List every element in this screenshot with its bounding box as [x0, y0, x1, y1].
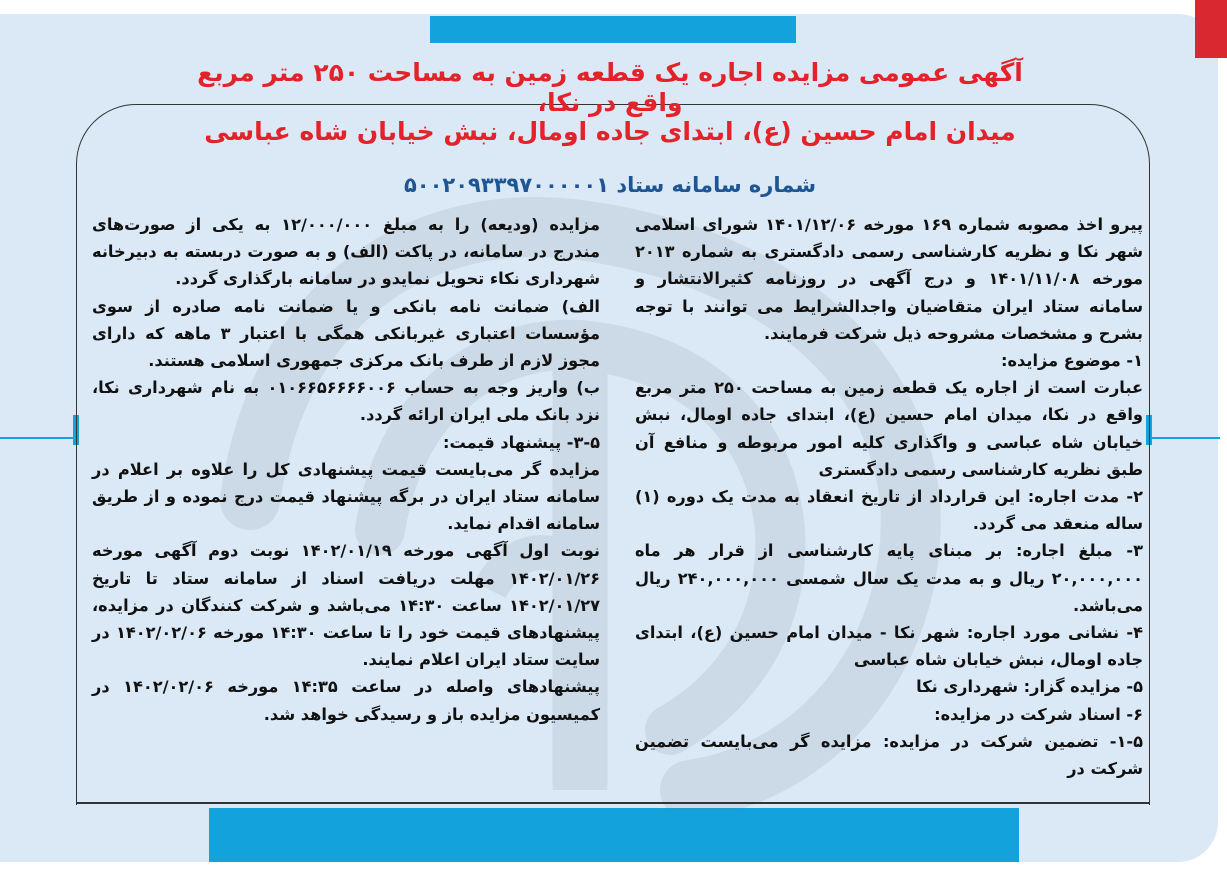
price-offer-heading: ۳-۵- پیشنهاد قیمت:	[443, 432, 600, 452]
ad-title-line-2: میدان امام حسین (ع)، ابتدای جاده اومال، نبش خیابان شاه عباسی	[204, 117, 1016, 146]
schedule-paragraph: نوبت اول آگهی مورخه ۱۴۰۲/۰۱/۱۹ نوبت دوم آگهی مورخه ۱۴۰۲/۰۱/۲۶ مهلت دریافت اسناد از سامانه ستاد تا تاریخ ۱۴۰۲/۰۱/۲۷ ساعت ۱۴:۳۰ می‌باشد و شرکت کنندگان در مزایده، پیشنهادهای قیمت خود را تا ساعت ۱۴:۳۰ مورخه ۱۴۰۲/۰۲/۰۶ در سایت ستاد ایران اعلام نمایند.	[92, 541, 601, 670]
guarantee-continuation: مزایده (ودیعه) را به مبلغ ۱۲/۰۰۰/۰۰۰ به یکی از صورت‌های مندرج در سامانه، در پاکت (الف) و به صورت دربسته به دبیرخانه شهرداری نکاء تحویل نمایدو در سامانه بارگذاری گردد.	[92, 215, 600, 289]
section-5-auctioneer: ۵- مزایده گزار: شهرداری نکا	[916, 677, 1143, 697]
section-4-address: ۴- نشانی مورد اجاره: شهر نکا - میدان امام حسین (ع)، ابتدای جاده اومال، نبش خیابان شاه عباسی	[635, 623, 1143, 670]
intro-paragraph: پیرو اخذ مصوبه شماره ۱۶۹ مورخه ۱۴۰۱/۱۲/۰۶ شورای اسلامی شهر نکا و نظریه کارشناسی رسمی دادگستری به شماره ۲۰۱۳ مورخه ۱۴۰۱/۱۱/۰۸ و درج آگهی در روزنامه کثیرالانتشار و سامانه ستاد ایران متقاضیان واجدالشرایط می توانند با توجه بشرح و مشخصات مشروحه ذیل شرکت فرمایند.	[635, 215, 1144, 343]
ad-title-line-1: آگهی عمومی مزایده اجاره یک قطعه زمین به مساحت ۲۵۰ متر مربع واقع در نکا،	[197, 58, 1023, 117]
right-divider-line	[1150, 437, 1220, 439]
top-accent-bar	[430, 16, 796, 43]
left-divider-line	[0, 437, 76, 439]
section-6-documents-heading: ۶- اسناد شرکت در مزایده:	[934, 704, 1143, 724]
section-1-body: عبارت است از اجاره یک قطعه زمین به مساحت ۲۵۰ متر مربع واقع در نکا، میدان امام حسین (ع)، ابتدای جاده اومال، نبش خیابان شاه عباسی و واگذاری کلیه امور مربوطه و منافع آن طبق نظریه کارشناسی رسمی دادگستری	[635, 378, 1144, 479]
section-6-1-guarantee: ۱-۵- تضمین شرکت در مزایده: مزایده گر می‌بایست تضمین شرکت در	[635, 731, 1143, 779]
corner-logo-mark	[1195, 0, 1227, 58]
right-text-column	[635, 211, 1143, 782]
guarantee-option-a: الف) ضمانت نامه بانکی و یا ضمانت نامه صادره از سوی مؤسسات اعتباری غیربانکی همگی با اعتبار ۳ ماهه که دارای مجوز لازم از طرف بانک مرکزی جمهوری اسلامی هستند.	[92, 296, 600, 371]
section-1-heading: ۱- موضوع مزایده:	[1001, 351, 1143, 371]
left-text-column	[92, 211, 600, 728]
price-offer-body: مزایده گر می‌بایست قیمت پیشنهادی کل را علاوه بر اعلام در سامانه ستاد ایران در برگه پیشنهاد قیمت درج نموده و از طریق سامانه اقدام نماید.	[92, 459, 600, 534]
bottom-accent-bar	[209, 808, 1019, 862]
content-frame-bottom-rule	[76, 802, 1150, 804]
section-2-lease-term: ۲- مدت اجاره: این قرارداد از تاریخ انعقاد به مدت یک دوره (۱) ساله منعقد می گردد.	[635, 487, 1143, 534]
setad-system-number: شماره سامانه ستاد ۵۰۰۲۰۹۳۳۹۷۰۰۰۰۰۱	[403, 173, 817, 197]
opening-paragraph: پیشنهادهای واصله در ساعت ۱۴:۳۵ مورخه ۱۴۰۲/۰۲/۰۶ در کمیسیون مزایده باز و رسیدگی خواهد شد.	[92, 677, 600, 724]
section-3-lease-amount: ۳- مبلغ اجاره: بر مبنای پایه کارشناسی از قرار هر ماه ۲۰,۰۰۰,۰۰۰ ریال و به مدت یک سال شمسی ۲۴۰,۰۰۰,۰۰۰ ریال می‌باشد.	[635, 541, 1143, 615]
guarantee-option-b: ب) واریز وجه به حساب ۰۱۰۶۶۵۶۶۶۶۰۰۶ به نام شهرداری نکا، نزد بانک ملی ایران ارائه گردد.	[92, 378, 600, 425]
